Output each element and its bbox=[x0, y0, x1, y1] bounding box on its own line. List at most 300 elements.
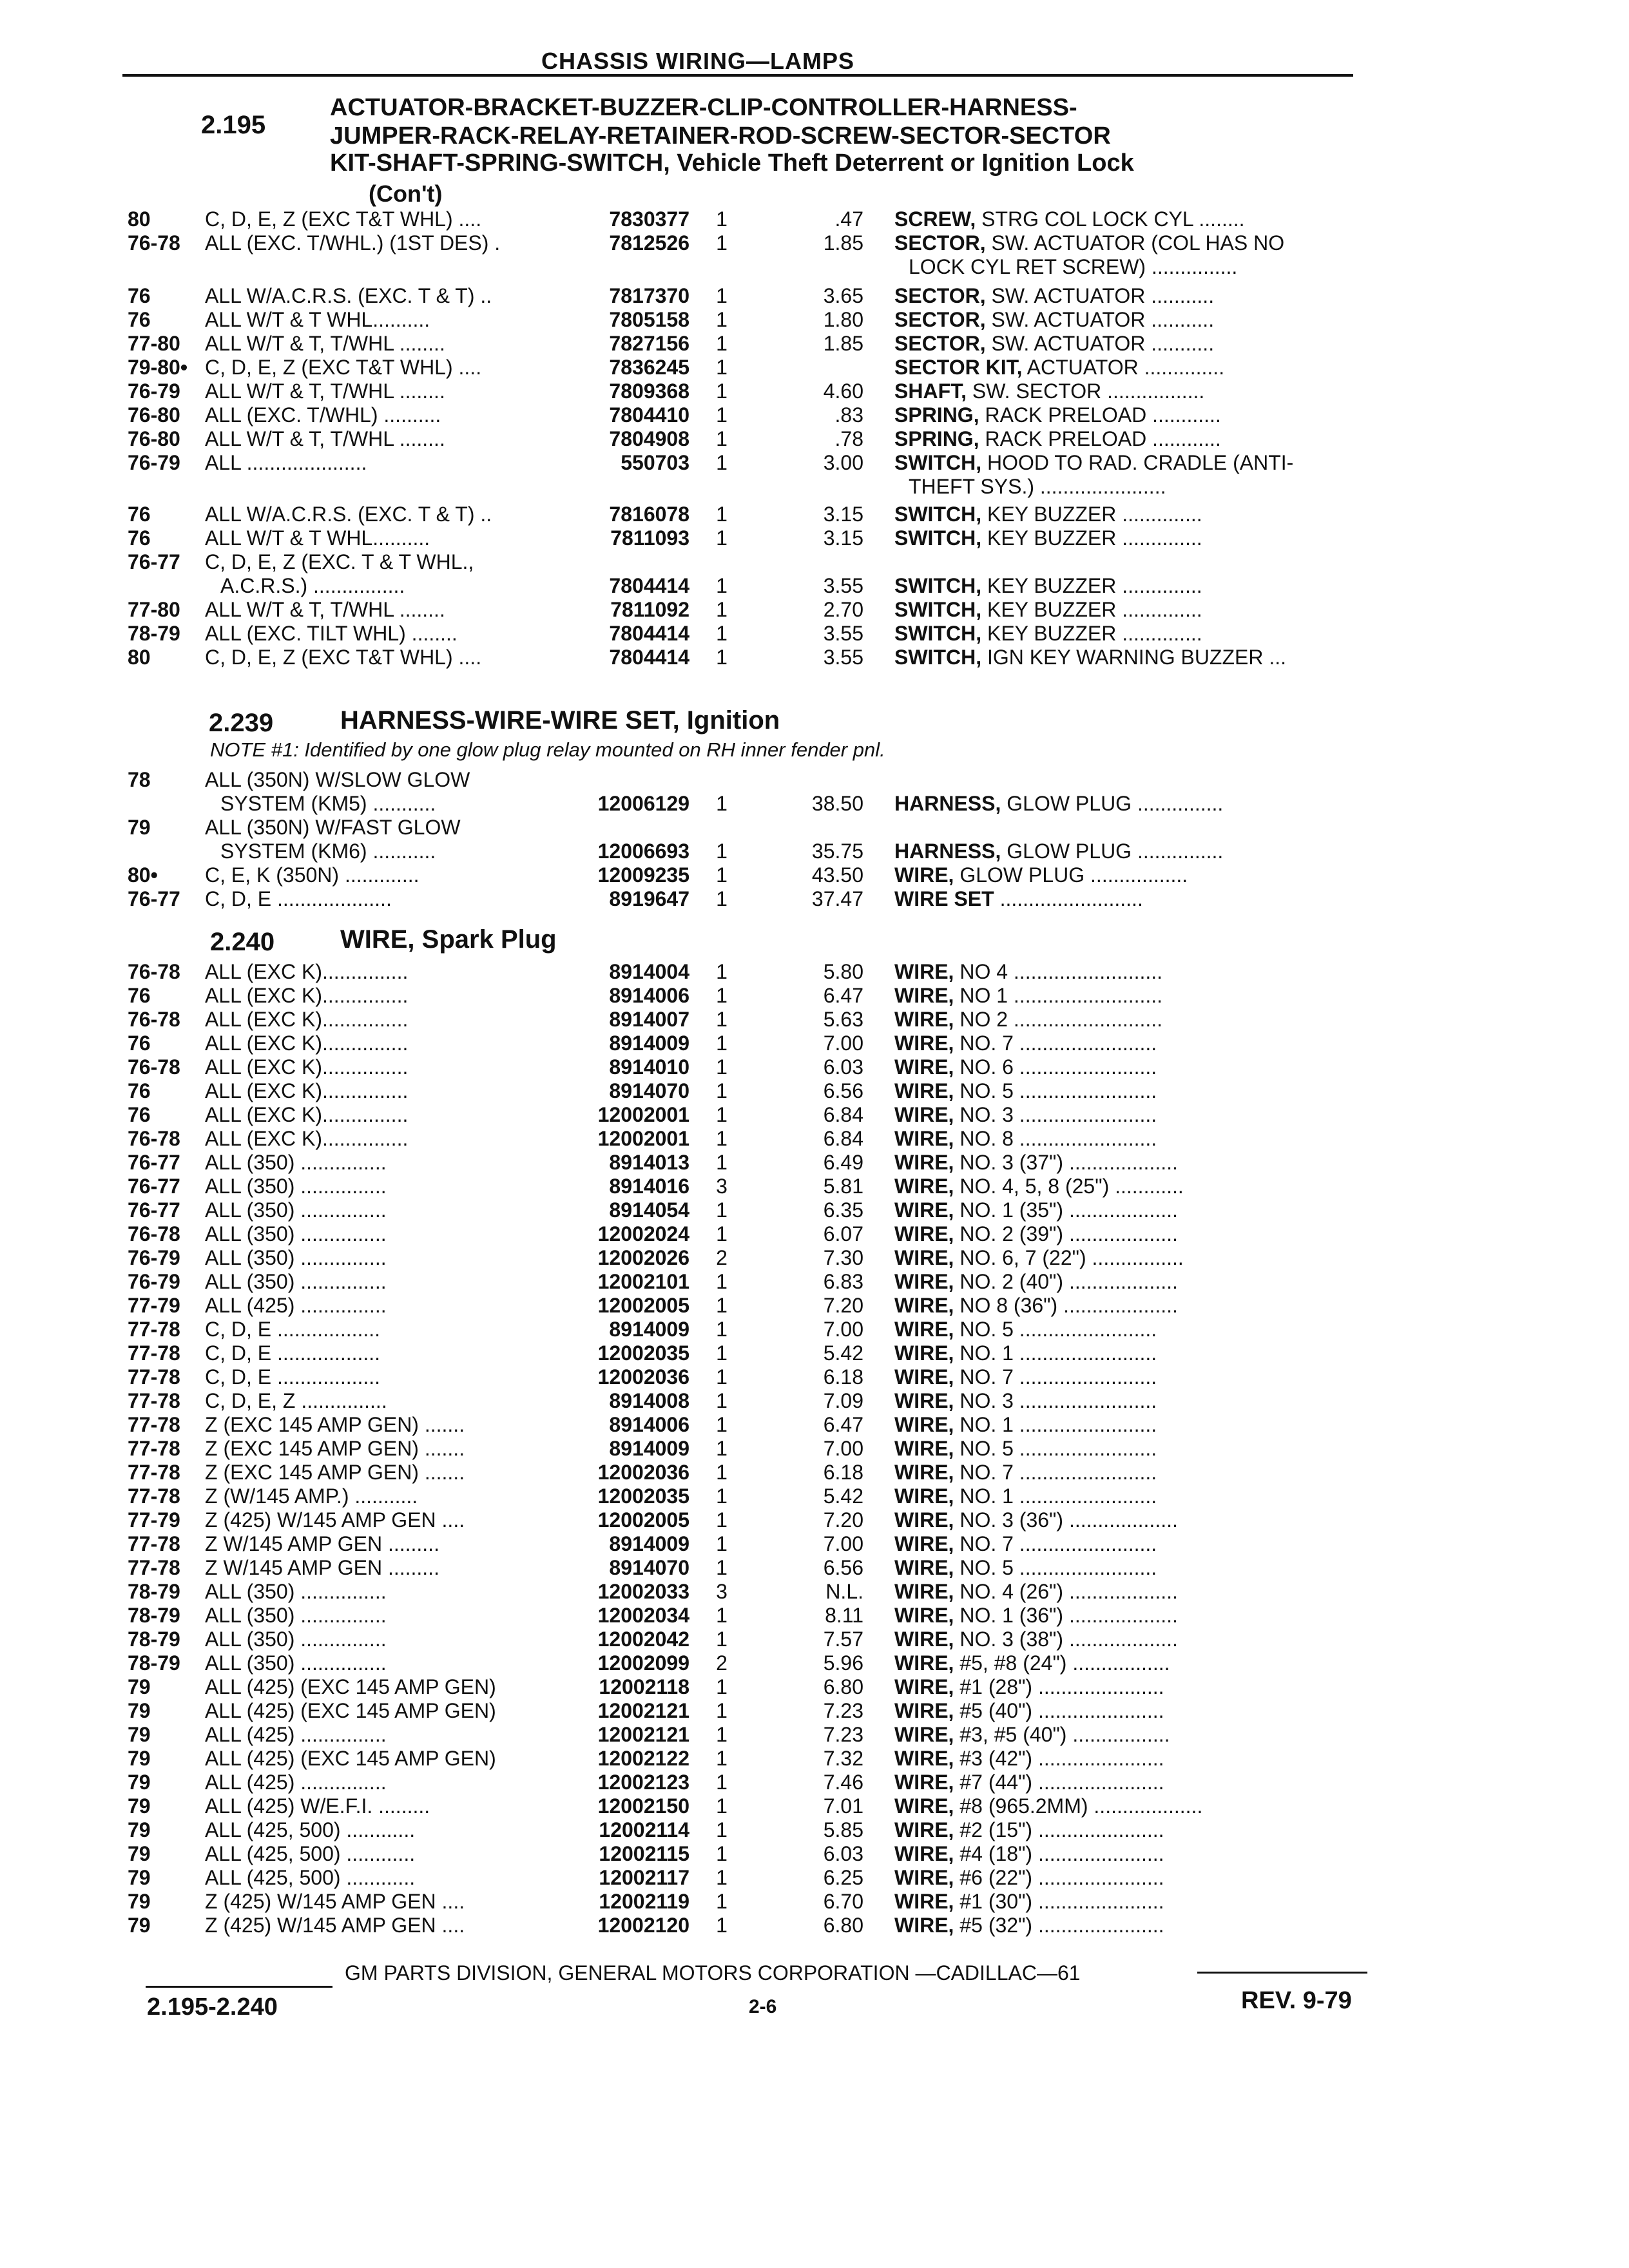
model-year: 77-78 bbox=[128, 1556, 180, 1579]
application bbox=[205, 1103, 408, 1127]
part-detail: NO. 3 ........................ bbox=[959, 1103, 1157, 1126]
part-description bbox=[894, 1580, 1178, 1604]
application bbox=[205, 1222, 387, 1246]
part-name: SWITCH, bbox=[894, 622, 982, 645]
part-description bbox=[894, 1413, 1157, 1437]
part-description bbox=[894, 1270, 1178, 1294]
part-detail: NO 4 .......................... bbox=[959, 960, 1163, 983]
part-number: 8914009 bbox=[609, 1532, 689, 1555]
price: 6.56 bbox=[823, 1079, 863, 1102]
application-line-1: ALL (350) ............... bbox=[205, 1270, 387, 1293]
part-detail: GLOW PLUG ................. bbox=[959, 863, 1188, 887]
part-number: 8914007 bbox=[609, 1008, 689, 1031]
part-name: WIRE, bbox=[894, 1389, 954, 1412]
model-year: 77-80 bbox=[128, 598, 180, 621]
application-line-1: ALL (EXC. TILT WHL) ........ bbox=[205, 622, 458, 645]
table-row bbox=[0, 356, 1629, 380]
part-number: 7827156 bbox=[609, 332, 689, 355]
quantity: 1 bbox=[716, 1222, 728, 1245]
part-number: 12002034 bbox=[597, 1604, 689, 1627]
part-description bbox=[894, 1341, 1157, 1365]
table-row bbox=[0, 984, 1629, 1008]
application bbox=[205, 1008, 408, 1032]
section-2239-note: NOTE #1: Identified by one glow plug relay mounted on RH inner fender pnl. bbox=[210, 738, 885, 761]
footer-page-number: 2-6 bbox=[749, 1996, 777, 2017]
part-number: 7811092 bbox=[610, 598, 689, 621]
part-number: 7805158 bbox=[609, 308, 689, 331]
application bbox=[205, 1628, 387, 1651]
table-row bbox=[0, 1794, 1629, 1818]
part-number: 12002121 bbox=[597, 1699, 689, 1722]
model-year: 79 bbox=[128, 1866, 151, 1889]
model-year: 77-80 bbox=[128, 332, 180, 355]
part-number: 8914016 bbox=[609, 1175, 689, 1198]
application bbox=[205, 1771, 387, 1794]
price: 6.49 bbox=[823, 1151, 863, 1174]
table-row bbox=[0, 1508, 1629, 1532]
part-description bbox=[894, 887, 1143, 911]
application-line-1: Z (EXC 145 AMP GEN) ....... bbox=[205, 1413, 465, 1436]
model-year: 77-79 bbox=[128, 1294, 180, 1317]
application bbox=[205, 503, 492, 526]
table-row bbox=[0, 308, 1629, 332]
part-detail: NO. 4 (26") ................... bbox=[959, 1580, 1178, 1603]
application-line-1: ALL (425, 500) ............ bbox=[205, 1818, 416, 1841]
model-year: 78-79 bbox=[128, 1628, 180, 1651]
table-row bbox=[0, 284, 1629, 308]
application bbox=[205, 427, 445, 451]
part-description bbox=[894, 1198, 1178, 1222]
model-year: 76-77 bbox=[128, 1198, 180, 1222]
price: 7.00 bbox=[823, 1318, 863, 1341]
part-detail: GLOW PLUG ............... bbox=[1007, 840, 1224, 863]
part-number: 12002026 bbox=[597, 1246, 689, 1269]
part-detail: NO 8 (36") .................... bbox=[959, 1294, 1178, 1317]
price: 2.70 bbox=[823, 598, 863, 621]
part-number: 7804410 bbox=[609, 403, 689, 427]
part-description bbox=[894, 1794, 1202, 1818]
part-number: 8914070 bbox=[609, 1556, 689, 1579]
part-number: 12002150 bbox=[597, 1794, 689, 1818]
part-number: 12002036 bbox=[597, 1365, 689, 1389]
part-name: WIRE, bbox=[894, 1532, 954, 1555]
application-line-1: C, D, E, Z (EXC T&T WHL) .... bbox=[205, 646, 482, 669]
part-detail: STRG COL LOCK CYL ........ bbox=[981, 207, 1245, 231]
part-description bbox=[894, 207, 1245, 231]
quantity: 1 bbox=[716, 1842, 728, 1865]
table-row bbox=[0, 526, 1629, 550]
quantity: 1 bbox=[716, 1508, 728, 1532]
application-line-1: C, D, E, Z (EXC T&T WHL) .... bbox=[205, 356, 482, 379]
model-year: 76-79 bbox=[128, 1246, 180, 1269]
application bbox=[205, 526, 430, 550]
application bbox=[205, 403, 441, 427]
model-year: 79 bbox=[128, 1675, 151, 1698]
quantity: 1 bbox=[716, 863, 728, 887]
model-year: 76 bbox=[128, 1079, 151, 1102]
part-number: 12002001 bbox=[597, 1103, 689, 1126]
quantity: 1 bbox=[716, 1032, 728, 1055]
section-2195-title-line-2: JUMPER-RACK-RELAY-RETAINER-ROD-SCREW-SECTOR-SECTOR bbox=[330, 122, 1111, 149]
quantity: 1 bbox=[716, 332, 728, 355]
part-description bbox=[894, 427, 1221, 451]
part-number: 7812526 bbox=[609, 231, 689, 255]
model-year: 79 bbox=[128, 1842, 151, 1865]
price: 3.15 bbox=[823, 526, 863, 550]
part-description bbox=[894, 984, 1162, 1008]
quantity: 3 bbox=[716, 1580, 728, 1603]
application-line-1: ALL (425) (EXC 145 AMP GEN) bbox=[205, 1747, 496, 1770]
model-year: 77-78 bbox=[128, 1461, 180, 1484]
model-year: 76 bbox=[128, 308, 151, 331]
application-line-1: ALL (EXC K)............... bbox=[205, 1127, 409, 1150]
part-number: 12002099 bbox=[597, 1651, 689, 1675]
part-name: WIRE, bbox=[894, 1794, 954, 1818]
part-name: WIRE, bbox=[894, 984, 954, 1007]
part-name: WIRE, bbox=[894, 1318, 954, 1341]
application bbox=[205, 1651, 387, 1675]
section-2240-table bbox=[0, 960, 1629, 1937]
part-detail: IGN KEY WARNING BUZZER ... bbox=[987, 646, 1287, 669]
application-line-1: Z (EXC 145 AMP GEN) ....... bbox=[205, 1461, 465, 1484]
part-number: 550703 bbox=[621, 451, 689, 474]
quantity: 1 bbox=[716, 984, 728, 1007]
model-year: 76-79 bbox=[128, 451, 180, 474]
part-name: WIRE, bbox=[894, 1866, 954, 1889]
table-row bbox=[0, 1723, 1629, 1747]
application-line-1: ALL (EXC. T/WHL) .......... bbox=[205, 403, 441, 427]
part-detail: #4 (18") ...................... bbox=[959, 1842, 1164, 1865]
footer-publisher: GM PARTS DIVISION, GENERAL MOTORS CORPORATION —CADILLAC—61 bbox=[345, 1961, 1081, 1984]
part-detail: NO. 7 ........................ bbox=[959, 1365, 1157, 1389]
quantity: 1 bbox=[716, 960, 728, 983]
model-year: 76 bbox=[128, 284, 151, 307]
application-line-1: ALL (EXC. T/WHL.) (1ST DES) . bbox=[205, 231, 501, 255]
part-number: 12002001 bbox=[597, 1127, 689, 1150]
table-row bbox=[0, 1842, 1629, 1866]
part-detail: #3, #5 (40") ................. bbox=[959, 1723, 1170, 1746]
application-line-1: ALL (EXC K)............... bbox=[205, 1032, 409, 1055]
table-row bbox=[0, 1747, 1629, 1771]
part-number: 8914010 bbox=[609, 1055, 689, 1079]
part-number: 12002042 bbox=[597, 1628, 689, 1651]
price: .83 bbox=[834, 403, 863, 427]
model-year: 76-78 bbox=[128, 1127, 180, 1150]
quantity: 1 bbox=[716, 308, 728, 331]
part-name: WIRE, bbox=[894, 863, 954, 887]
application-line-2: SYSTEM (KM5) ........... bbox=[220, 792, 436, 815]
quantity: 1 bbox=[716, 1794, 728, 1818]
quantity: 1 bbox=[716, 1818, 728, 1841]
table-row bbox=[0, 863, 1629, 887]
part-description bbox=[894, 574, 1202, 598]
model-year: 76-78 bbox=[128, 960, 180, 983]
quantity: 1 bbox=[716, 1294, 728, 1317]
price: 7.00 bbox=[823, 1032, 863, 1055]
application bbox=[205, 622, 458, 646]
model-year: 79 bbox=[128, 816, 151, 839]
part-name: WIRE, bbox=[894, 1890, 954, 1913]
part-name: WIRE, bbox=[894, 1699, 954, 1722]
part-description bbox=[894, 863, 1188, 887]
model-year: 80 bbox=[128, 646, 151, 669]
application bbox=[205, 1890, 465, 1914]
part-detail: #7 (44") ...................... bbox=[959, 1771, 1164, 1794]
page-header-title: CHASSIS WIRING—LAMPS bbox=[541, 48, 855, 74]
part-description bbox=[894, 1914, 1164, 1937]
part-description bbox=[894, 646, 1286, 669]
part-number: 8914004 bbox=[609, 960, 689, 983]
table-row bbox=[0, 231, 1629, 279]
application-line-1: ALL (425, 500) ............ bbox=[205, 1842, 416, 1865]
application-line-1: ALL (350) ............... bbox=[205, 1246, 387, 1269]
application bbox=[205, 1389, 387, 1413]
application bbox=[205, 1079, 408, 1103]
table-row bbox=[0, 1580, 1629, 1604]
price: 6.25 bbox=[823, 1866, 863, 1889]
part-description bbox=[894, 1723, 1170, 1747]
table-row bbox=[0, 1461, 1629, 1485]
model-year: 76-78 bbox=[128, 231, 180, 255]
part-detail: KEY BUZZER .............. bbox=[987, 598, 1202, 621]
part-detail-line-2: THEFT SYS.) ...................... bbox=[909, 475, 1166, 498]
application-line-1: Z W/145 AMP GEN ......... bbox=[205, 1556, 439, 1579]
part-number: 12006693 bbox=[597, 840, 689, 863]
application-line-1: ALL (425, 500) ............ bbox=[205, 1866, 416, 1889]
part-name: SPRING, bbox=[894, 427, 979, 450]
part-name: HARNESS, bbox=[894, 792, 1001, 815]
price: 6.80 bbox=[823, 1914, 863, 1937]
quantity: 1 bbox=[716, 1771, 728, 1794]
table-row bbox=[0, 550, 1629, 598]
part-number: 12002119 bbox=[599, 1890, 689, 1913]
part-detail: RACK PRELOAD ............ bbox=[985, 427, 1221, 450]
application bbox=[205, 1246, 387, 1270]
part-detail: KEY BUZZER .............. bbox=[987, 526, 1202, 550]
part-name: SWITCH, bbox=[894, 503, 982, 526]
part-detail: #5 (40") ...................... bbox=[959, 1699, 1164, 1722]
part-number: 12009235 bbox=[597, 863, 689, 887]
model-year: 77-78 bbox=[128, 1365, 180, 1389]
footer-revision: REV. 9-79 bbox=[1241, 1987, 1352, 2014]
application-line-1: ALL (350) ............... bbox=[205, 1151, 387, 1174]
application bbox=[205, 356, 481, 380]
part-name: WIRE, bbox=[894, 1818, 954, 1841]
price: 6.47 bbox=[823, 984, 863, 1007]
model-year: 77-78 bbox=[128, 1341, 180, 1365]
table-row bbox=[0, 1604, 1629, 1628]
part-number: 8914013 bbox=[609, 1151, 689, 1174]
part-detail: SW. ACTUATOR ........... bbox=[991, 332, 1215, 355]
part-name: WIRE, bbox=[894, 1747, 954, 1770]
part-name: WIRE, bbox=[894, 1008, 954, 1031]
quantity: 1 bbox=[716, 1604, 728, 1627]
price: .78 bbox=[834, 427, 863, 450]
quantity: 1 bbox=[716, 1103, 728, 1126]
part-description bbox=[894, 1151, 1178, 1175]
part-name: WIRE, bbox=[894, 1055, 954, 1079]
part-name: WIRE, bbox=[894, 1771, 954, 1794]
table-row bbox=[0, 622, 1629, 646]
application bbox=[205, 1556, 439, 1580]
application bbox=[205, 1604, 387, 1628]
table-row bbox=[0, 1771, 1629, 1794]
price: 6.03 bbox=[823, 1055, 863, 1079]
model-year: 79 bbox=[128, 1699, 151, 1722]
quantity: 1 bbox=[716, 1198, 728, 1222]
part-name: WIRE SET bbox=[894, 887, 994, 910]
price: 6.35 bbox=[823, 1198, 863, 1222]
part-description bbox=[894, 1032, 1157, 1055]
part-detail: SW. ACTUATOR ........... bbox=[991, 284, 1215, 307]
part-name: WIRE, bbox=[894, 1461, 954, 1484]
model-year: 77-78 bbox=[128, 1413, 180, 1436]
model-year: 76-77 bbox=[128, 1151, 180, 1174]
application-line-1: ALL (350) ............... bbox=[205, 1198, 387, 1222]
application bbox=[205, 816, 461, 863]
quantity: 1 bbox=[716, 1866, 728, 1889]
model-year: 76 bbox=[128, 1032, 151, 1055]
part-detail: NO. 3 (37") ................... bbox=[959, 1151, 1178, 1174]
application-line-1: ALL W/A.C.R.S. (EXC. T & T) .. bbox=[205, 503, 492, 526]
part-name: SWITCH, bbox=[894, 646, 982, 669]
model-year: 78-79 bbox=[128, 1604, 180, 1627]
table-row bbox=[0, 1532, 1629, 1556]
model-year: 76-80 bbox=[128, 403, 180, 427]
part-description bbox=[894, 1675, 1164, 1699]
quantity: 1 bbox=[716, 1747, 728, 1770]
part-name: WIRE, bbox=[894, 1270, 954, 1293]
part-description bbox=[894, 356, 1224, 380]
part-detail: NO 2 .......................... bbox=[959, 1008, 1163, 1031]
part-detail: NO. 1 ........................ bbox=[959, 1341, 1157, 1365]
application bbox=[205, 1914, 465, 1937]
part-detail: NO. 6, 7 (22") ................ bbox=[959, 1246, 1184, 1269]
table-row bbox=[0, 960, 1629, 984]
part-description bbox=[894, 1365, 1157, 1389]
part-detail: KEY BUZZER .............. bbox=[987, 503, 1202, 526]
quantity: 1 bbox=[716, 1270, 728, 1293]
application bbox=[205, 1413, 465, 1437]
header-rule bbox=[122, 74, 1353, 77]
model-year: 76-77 bbox=[128, 1175, 180, 1198]
price: 35.75 bbox=[811, 840, 863, 863]
quantity: 1 bbox=[716, 503, 728, 526]
table-row bbox=[0, 1318, 1629, 1341]
model-year: 76-80 bbox=[128, 427, 180, 450]
quantity: 1 bbox=[716, 792, 728, 815]
part-number: 12002005 bbox=[597, 1294, 689, 1317]
price: 5.81 bbox=[823, 1175, 863, 1198]
part-number: 12002114 bbox=[599, 1818, 689, 1841]
application bbox=[205, 550, 474, 598]
part-detail: NO. 7 ........................ bbox=[959, 1532, 1157, 1555]
price: 6.80 bbox=[823, 1675, 863, 1698]
part-detail: #3 (42") ...................... bbox=[959, 1747, 1164, 1770]
application-line-1: ALL (350) ............... bbox=[205, 1628, 387, 1651]
part-name: SECTOR, bbox=[894, 231, 986, 255]
application bbox=[205, 1747, 496, 1771]
part-name: SWITCH, bbox=[894, 526, 982, 550]
model-year: 80 bbox=[128, 207, 151, 231]
table-row bbox=[0, 451, 1629, 499]
table-row bbox=[0, 1127, 1629, 1151]
application bbox=[205, 863, 419, 887]
part-name: WIRE, bbox=[894, 1556, 954, 1579]
part-number: 12002122 bbox=[597, 1747, 689, 1770]
part-number: 12002033 bbox=[597, 1580, 689, 1603]
application bbox=[205, 1365, 380, 1389]
application-line-1: ALL (350) ............... bbox=[205, 1175, 387, 1198]
table-row bbox=[0, 1914, 1629, 1937]
part-name: WIRE, bbox=[894, 1604, 954, 1627]
model-year: 79 bbox=[128, 1747, 151, 1770]
part-description bbox=[894, 840, 1223, 863]
part-name: WIRE, bbox=[894, 960, 954, 983]
application bbox=[205, 207, 481, 231]
part-description bbox=[894, 380, 1204, 403]
part-description bbox=[894, 403, 1221, 427]
price: 6.70 bbox=[823, 1890, 863, 1913]
application bbox=[205, 984, 408, 1008]
part-name: SWITCH, bbox=[894, 451, 982, 474]
price: 5.80 bbox=[823, 960, 863, 983]
part-number: 8914006 bbox=[609, 1413, 689, 1436]
quantity: 1 bbox=[716, 1079, 728, 1102]
model-year: 78-79 bbox=[128, 1651, 180, 1675]
part-detail: #8 (965.2MM) ................... bbox=[959, 1794, 1203, 1818]
model-year: 76-77 bbox=[128, 887, 180, 910]
part-number: 7809368 bbox=[609, 380, 689, 403]
part-number: 12002036 bbox=[597, 1461, 689, 1484]
part-detail: #5, #8 (24") ................. bbox=[959, 1651, 1170, 1675]
part-name: WIRE, bbox=[894, 1222, 954, 1245]
table-row bbox=[0, 1628, 1629, 1651]
price: 7.46 bbox=[823, 1771, 863, 1794]
application-line-1: Z W/145 AMP GEN ......... bbox=[205, 1532, 439, 1555]
part-detail: KEY BUZZER .............. bbox=[987, 574, 1202, 597]
model-year: 77-78 bbox=[128, 1389, 180, 1412]
application-line-1: ALL W/T & T WHL.......... bbox=[205, 526, 430, 550]
part-name: WIRE, bbox=[894, 1675, 954, 1698]
price: 7.00 bbox=[823, 1437, 863, 1460]
table-row bbox=[0, 1437, 1629, 1461]
table-row bbox=[0, 207, 1629, 231]
quantity: 1 bbox=[716, 403, 728, 427]
price: 6.18 bbox=[823, 1461, 863, 1484]
application-line-1: Z (425) W/145 AMP GEN .... bbox=[205, 1890, 465, 1913]
model-year: 77-79 bbox=[128, 1508, 180, 1532]
part-description bbox=[894, 1842, 1164, 1866]
part-detail: SW. ACTUATOR ........... bbox=[991, 308, 1215, 331]
part-name: WIRE, bbox=[894, 1151, 954, 1174]
application bbox=[205, 1485, 418, 1508]
model-year: 79 bbox=[128, 1723, 151, 1746]
application bbox=[205, 1318, 380, 1341]
part-detail: NO. 7 ........................ bbox=[959, 1461, 1157, 1484]
part-detail: NO. 7 ........................ bbox=[959, 1032, 1157, 1055]
part-number: 12002117 bbox=[599, 1866, 689, 1889]
part-name: WIRE, bbox=[894, 1723, 954, 1746]
model-year: 79 bbox=[128, 1914, 151, 1937]
part-detail: NO. 8 ........................ bbox=[959, 1127, 1157, 1150]
application bbox=[205, 768, 470, 816]
price: 4.60 bbox=[823, 380, 863, 403]
price: 3.00 bbox=[823, 451, 863, 474]
part-number: 12006129 bbox=[597, 792, 689, 815]
part-name: WIRE, bbox=[894, 1246, 954, 1269]
part-name: SPRING, bbox=[894, 403, 979, 427]
